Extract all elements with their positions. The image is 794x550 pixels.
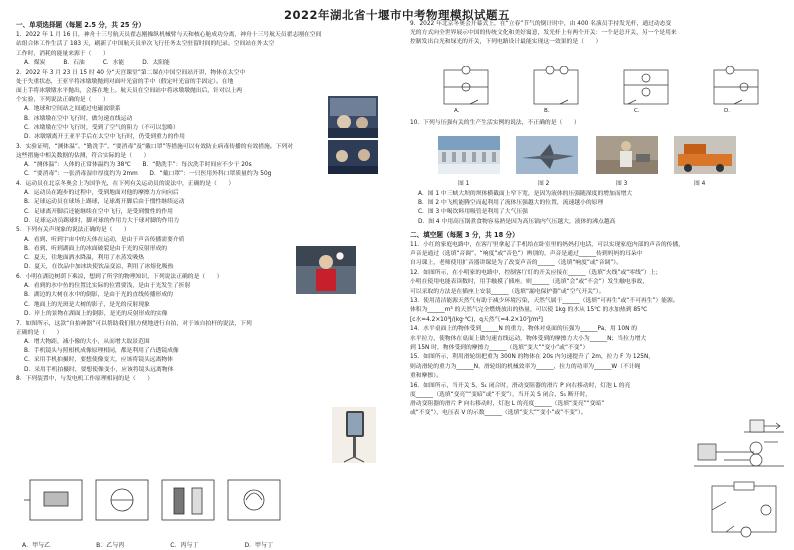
option-c: C．夏天，往地面洒水降温，利用了水蒸发吸热 (24, 255, 144, 262)
question-13 (410, 297, 788, 325)
question-12 (410, 269, 788, 297)
options-row (16, 59, 394, 68)
option-a: A．煤炭 (24, 59, 46, 66)
circuit-diagram (610, 66, 674, 110)
question-line: 或“不变”），电压表 V 的示数______（选填“变大”“变小”或“不变”）。 (410, 410, 587, 417)
page-title: 2022年湖北省十堰市中考物理模拟试题五 (283, 8, 510, 22)
circuit-label: C． (634, 108, 644, 114)
space-station-photo (328, 96, 378, 138)
circuit-diagram (700, 66, 764, 110)
football-photo (296, 246, 356, 294)
option-d: D．冰墩墩离开王亚平手后在太空中飞行时，仍受到重力的作用 (24, 133, 185, 140)
option-c: C．采用手机拍摄时，要想使像变大，应该将镜头远离物体 (24, 357, 173, 364)
q10-figures (438, 136, 738, 178)
dam-image (438, 136, 500, 174)
option-d: D．岸上的景物在湖面上的倒影，是光的反射形成的实像 (24, 310, 168, 317)
machine-photo (674, 136, 736, 174)
question-line: 8．下列装置中，与发电机工作原理相同的是（ ） (16, 376, 154, 383)
q15-pulley-figure (694, 432, 784, 472)
question-8 (16, 375, 394, 384)
question-15 (410, 353, 690, 381)
circuit-diagram (430, 66, 494, 110)
jet-photo (516, 136, 578, 174)
option-d: D．采用手机拍摄时，要想使像变小，应该将镜头远离物体 (24, 366, 174, 373)
circuit-diagram (706, 480, 784, 538)
question-line: [c水=4.2×10³J/(kg·℃)，q天然气=4.2×10⁷J/m³] (410, 316, 543, 323)
question-2 (16, 69, 326, 143)
section-heading-fill: 二、填空题（每题 3 分，共 18 分） (410, 230, 519, 239)
question-line: 重和摩擦）。 (410, 372, 442, 379)
question-line: 体积为______m³ 的天然气完全燃烧放出的热量，可以使 1kg 的水从 15℃ 的水加热到 85℃ (410, 307, 648, 314)
worker-image (596, 136, 658, 174)
question-9 (410, 20, 788, 48)
jet-image (516, 136, 578, 174)
option-c: C．地面上的光斑是大树的影子，是光的反射现象 (24, 301, 150, 308)
question-line: 则动滑轮的重力为______N，滑轮组的机械效率为______，拉力的功率为______W（不计绳 (410, 363, 641, 370)
circuit-label: B． (544, 108, 554, 114)
question-line: 站组合体工作生活了 183 天，刷新了中国航天员单次飞行任务太空驻留时间的纪录。空间站在外太空 (16, 41, 275, 48)
option-c: C．图 3 中喝饮料用吸管是利用了大气压强 (418, 209, 528, 216)
left-column (16, 20, 394, 385)
figure-caption: 图 4 (694, 181, 706, 187)
circuit-label: A． (454, 108, 464, 114)
question-line: 到 15N 时，物体受到的摩擦力______（选填“变大”“变小”或“不变”） (410, 344, 589, 351)
option-d: D．夏天，在饮品中加冰块使饮品变凉，利用了冰熔化吸热 (24, 264, 174, 271)
worker-photo (596, 136, 658, 174)
question-line: 滑动变阻器的滑片 P 向右移动时，灯泡 L 的亮度______（选填“变亮”“变暗” (410, 400, 605, 407)
question-line: 可以采取的方法是在插座上安装______（选填“漏电保护器”或“空气开关”）。 (410, 288, 605, 295)
right-column (410, 20, 788, 48)
astronaut-image (328, 96, 378, 138)
space-station-photo-2 (328, 140, 378, 174)
question-line: 10．下列与压强有关的生产生活实例的说法，不正确的是（ ） (410, 120, 580, 126)
selfie-stick-image (332, 407, 376, 463)
right-column-lower (410, 190, 788, 419)
option-a: A．增大物距，减小像的大小，从而增大取景范围 (24, 338, 150, 345)
question-line: 15．如图所示，利用滑轮组把重为 300N 的物体在 20s 内匀速提升了 2m，拉力 F 为 125N， (410, 354, 655, 361)
question-14 (410, 325, 740, 353)
option-ab: A．“测体温”：人体的正常体温约为 38℃ B．“勤洗手”：每次洗手时间应不少于 20s (24, 162, 252, 169)
question-line: 1．2022 年 1 月 16 日，神舟十三号航天员翟志刚操纵机械臂与天和核心舱成功分离，神舟十三号航天员翟志刚在空间 (16, 32, 322, 39)
option-d: D．足球运动员踢球时，脚对球的作用力大于球对脚的作用力 (24, 217, 180, 224)
circuit-a (430, 66, 494, 112)
option-c: C．冰墩墩在空中飞行时，受到了空气的阻力（不可以忽略） (24, 124, 179, 131)
option-b: B．看到、听到湖面上的冰面破裂是由于光的反射形成的 (24, 245, 168, 252)
selfie-stick-photo (332, 407, 376, 463)
question-line: 小明在使用电能表读数时，用手触摸了插座，则______（选填“会”或“不会”）发生触电事故， (410, 279, 649, 286)
question-line: 工作时，消耗的能量来源于（ ） (16, 50, 109, 57)
question-line: 光的方式向全世界展示中国的传统文化和美好寓意，发光杆上有两个开关：一个是总开关，另一个是用来 (410, 30, 677, 37)
option-a: A．图 1 中三峡大坝的坝体横截面上窄下宽，是因为液体的压强随深度的增加而增大 (418, 191, 633, 197)
question-line: 水平拉力，使物体在桌面上做匀速直线运动，物体受到的摩擦力大小为______N；当拉力增大 (410, 335, 647, 342)
circuit-c (610, 66, 674, 112)
option-a: A．甲与乙 (22, 542, 51, 549)
figure-caption: 图 1 (458, 181, 470, 187)
question-line: 个实验，下列说法正确的是（ ） (16, 97, 109, 104)
circuit-b (520, 66, 584, 112)
question-line: 11．小红的家庭电路中，在客厅里拿起了手机给在卧室里的妈妈打电话，可以实现家庭内部的声音的传播， (410, 242, 685, 249)
question-line: 13．使用清洁能源天然气有助于减少环境污染，天然气属于______（选填“可再生”或“不可再生”）能源。 (410, 298, 679, 305)
football-player-image (296, 246, 356, 294)
option-b: B．湖边的大树在水中的倒影，是由于光的直线传播形成的 (24, 292, 173, 299)
figure-caption: 图 2 (538, 181, 550, 187)
option-cd: C．“要消毒”：一张消毒湿巾厚度约为 2mm D．“戴口罩”：一只医用外科口罩质量约为 50g (24, 171, 272, 178)
question-line: 5．下列有关声现象的说法正确的是（ ） (16, 227, 130, 234)
option-b: B．冰墩墩在空中飞行时，做匀速直线运动 (24, 115, 133, 122)
option-c: C．足球离开脚后还能继续在空中飞行，是受到惯性的作用 (24, 208, 173, 215)
question-line: 3．实验证明，“测体温”、“勤洗手”、“要消毒”及“戴口罩”等措施可以有效防止病毒传播的有效措施。下列对 (16, 143, 293, 150)
question-line: 4．运动员在北京冬奥会上为国争光，在下列有关运动员的说法中，正确的是（ ） (16, 180, 235, 187)
option-a: A．运动员在跑步的过程中，受到地面对他的摩擦力方向向后 (24, 190, 179, 197)
question-line: 9．2022 年北京冬奥会开幕式上，在“立春”节气的倒计时中，由 400 名演员手持发光杆，通过动态变 (410, 21, 672, 27)
q8-options (16, 540, 392, 549)
question-line: 12．如图所示，在小明家的电路中，控制客厅灯的开关应接在______（选填“火线”或“零线”）上； (410, 270, 662, 277)
question-line: 自习课上，老师使用扩音器讲课是为了改变声音的______（选填“响度”或“音调”）。 (410, 260, 623, 267)
option-c: C．水能 (102, 59, 125, 66)
question-line: 6．小明在湖边树荫下乘凉，想到了所学的物理知识，下列说法正确的是（ ） (16, 273, 223, 280)
question-11 (410, 241, 788, 269)
question-line: 处于失重状态，王亚平将冰墩墩抛到对面叶光富的手中（假定叶光富的手固定）。在地 (16, 78, 234, 85)
q8-figures (24, 470, 284, 536)
question-7 (16, 320, 316, 375)
option-b: B．足球运动员在球场上踢球，足球离开脚后由于惯性继续运动 (24, 199, 185, 206)
option-b: B．手机镜头与照相机成像原理相同，都是利用了凸透镜成像 (24, 348, 179, 355)
question-line: 声音是通过（选填“音调”、“响度”或“音色”）辨别的，声音是通过______传到妈妈的耳朵中 (410, 251, 643, 258)
circuit-d (700, 66, 764, 112)
option-b: B．图 2 中飞机能腾空而起利用了流体压强越大的位置，流速越小的原理 (418, 200, 604, 207)
section-heading-choice: 一、单项选择题（每题 2.5 分，共 25 分） (16, 21, 145, 29)
option-b: B．乙与丙 (96, 542, 125, 549)
question-line: 控制发出白光和绿光的开关，下列电路设计最能实现这一效果的是（ ） (410, 39, 602, 46)
machine-image (674, 136, 736, 174)
question-line: 度______（选填“变亮”“变暗”或“不变”），当开关 S 闭合、S₁ 断开时， (410, 391, 592, 398)
option-b: B．石油 (63, 59, 85, 66)
q16-circuit-figure (706, 480, 784, 538)
astronaut-image-2 (328, 140, 378, 174)
question-10-block (410, 119, 788, 128)
question-line: 14．水平桌面上的物体受到______N 的重力，物体对桌面的压强为______Pa，用 10N 的 (410, 326, 638, 333)
question-line: 7．如图所示，这款“自拍神器”可以帮助我们很方便地进行自拍，对于该自拍杆的说法，下列 (16, 320, 252, 327)
question-line: 2．2022 年 3 月 23 日 15 时 40 分“天宫课堂”第二课在中国空间站开讲，物体在太空中 (16, 69, 246, 76)
option-a: A．地球和空间站之间通过电磁波联系 (24, 106, 121, 113)
question-line: 正确的是（ ） (16, 329, 63, 336)
question-line: 面上手将冰墩墩水平抛出，会落在地上。航天员在空间站中将冰墩墩抛出后，针对以上两 (16, 87, 243, 94)
question-line: 这些措施中相关数据的估测，符合实际的是（ ） (16, 152, 150, 159)
dam-photo (438, 136, 500, 174)
option-d: D．图 4 中用高压锅煮食物容易熟是因为高压锅内气压越大，液体的沸点越高 (418, 218, 616, 225)
option-a: A．看到的水中鱼的位置比实际的位置要浅，是由于光发生了折射 (24, 283, 191, 290)
option-d: D．甲与丁 (244, 542, 274, 549)
option-d: D．太阳能 (142, 59, 170, 66)
figure-caption: 图 3 (616, 181, 628, 187)
pulley-diagram (694, 432, 784, 472)
generator-diagrams (24, 470, 284, 536)
circuit-diagram (520, 66, 584, 110)
question-1 (16, 31, 394, 68)
question-line: 16．如图所示，当开关 S、S₁ 闭合时，滑动变阻器的滑片 P 向右移动时，灯泡 L 的亮 (410, 382, 631, 389)
question-16 (410, 382, 700, 419)
circuit-label: D． (724, 108, 734, 114)
q9-circuits (430, 66, 770, 114)
option-c: C．丙与丁 (170, 542, 199, 549)
question-4 (16, 180, 296, 226)
option-a: A．看到、听到宇宙中的天体在运动，是由于声音传播需要介质 (24, 236, 185, 243)
